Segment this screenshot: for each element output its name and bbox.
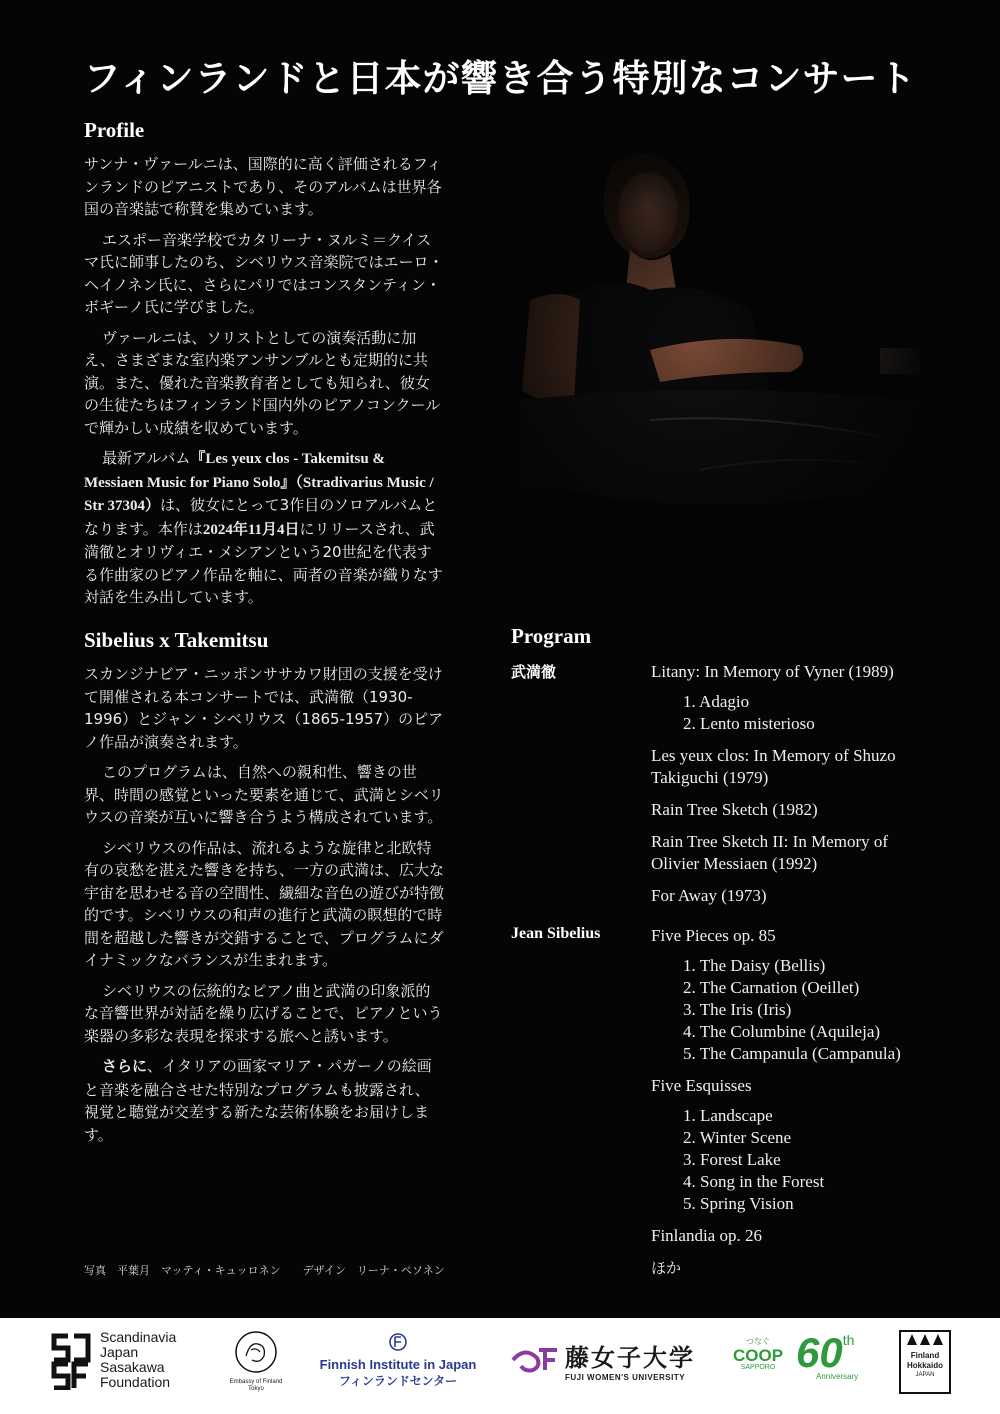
- work-item: Litany: In Memory of Vyner (1989): [651, 662, 894, 681]
- work-item: Rain Tree Sketch (1982): [651, 800, 818, 819]
- anniversary-number: 60: [796, 1329, 843, 1376]
- album-text: は、彼女にとって3作目のソロアルバムとなります。本作は: [84, 496, 438, 538]
- pianist-photo: [500, 150, 930, 570]
- embassy-logo: [226, 1330, 286, 1393]
- works-list: [651, 661, 931, 907]
- work-item: Five Pieces op. 85: [651, 926, 776, 945]
- sibtak-paragraph: シベリウスの作品は、流れるような旋律と北欧特有の哀愁を湛えた響きを持ち、一方の武満は、広大な宇宙を思わせる音の空間性、繊細な音色の遊びが特徴的です。シベリウスの和声の進行と武満の瞑想的で時間を超越した響きが交錯することで、プログラムにダイナミックなバランスが生まれます。: [84, 838, 445, 969]
- fh-line: Hokkaido: [906, 1361, 943, 1370]
- coop-tagline: つなぐ: [746, 1337, 770, 1346]
- fh-line: JAPAN: [915, 1372, 935, 1378]
- movement-item: 2. The Carnation (Oeillet): [683, 978, 860, 997]
- movement-item: 4. The Columbine (Aquileja): [683, 1022, 881, 1041]
- anniversary-logo: [796, 1329, 880, 1381]
- finnish-institute-logo: [307, 1332, 489, 1389]
- finnish-institute-mark-icon: [388, 1332, 408, 1352]
- fuji-name-en: FUJI WOMEN'S UNIVERSITY: [565, 1373, 686, 1382]
- movement-list: [683, 691, 931, 735]
- movement-item: 4. Song in the Forest: [683, 1172, 825, 1191]
- finnish-institute-jp: フィンランドセンター: [338, 1374, 458, 1388]
- sibtak-text: 、イタリアの画家マリア・パガーノの絵画と音楽を融合させた特別なプログラムも披露され、視覚と聴覚が交差する新たな芸術体験をお届けします。: [84, 1057, 432, 1144]
- movement-item: 1. Landscape: [683, 1106, 773, 1125]
- page-title: フィンランドと日本が響き合う特別なコンサート: [83, 57, 917, 100]
- work-item: For Away (1973): [651, 886, 767, 905]
- finnish-institute-en: Finnish Institute in Japan: [319, 1357, 477, 1372]
- sjsf-logo: [50, 1329, 177, 1395]
- fuji-mark-icon: [511, 1344, 559, 1374]
- work-item: Five Esquisses: [651, 1076, 752, 1095]
- fh-line: Finland: [910, 1351, 940, 1360]
- movement-item: 1. The Daisy (Bellis): [683, 956, 826, 975]
- movement-list: [683, 955, 931, 1065]
- photo-design-credits: 写真 平葉月 マッティ・キュッロネン デザイン リーナ・ペソネン: [84, 1264, 445, 1277]
- release-date: 2024年11月4日: [202, 521, 300, 538]
- coop-city: SAPPORO: [740, 1364, 776, 1371]
- coop-name: COOP: [732, 1346, 784, 1365]
- sibtak-paragraph: スカンジナビア・ニッポンササカワ財団の支援を受けて開催される本コンサートでは、武満徹（1930-1996）とジャン・シベリウス（1865-1957）のピアノ作品が演奏されます。: [84, 665, 444, 751]
- program-etc: ほか: [651, 1259, 682, 1277]
- works-list: [651, 925, 931, 1279]
- anniversary-word: Anniversary: [816, 1372, 859, 1381]
- sibtak-heading: Sibelius x Takemitsu: [84, 628, 269, 652]
- embassy-emblem-icon: [234, 1330, 278, 1374]
- sponsor-footer: [0, 1318, 1000, 1414]
- movement-item: 2. Lento misterioso: [683, 714, 815, 733]
- profile-paragraph: [84, 447, 444, 609]
- sjsf-line: Sasakawa: [100, 1359, 165, 1375]
- sjsf-mark-icon: [50, 1332, 92, 1390]
- movement-item: 5. The Campanula (Campanula): [683, 1044, 901, 1063]
- profile-paragraph: ヴァールニは、ソリストとしての演奏活動に加え、さまざまな室内楽アンサンブルとも定期的に共演。また、優れた音楽教育者としても知られ、彼女の生徒たちはフィンランド国内外のピアノコンクールで輝かしい成績を収めています。: [84, 328, 441, 437]
- sibtak-paragraph: このプログラムは、自然への親和性、響きの世界、時間の感覚といった要素を通じて、武満とシベリウスの音楽が互いに響き合うよう構成されています。: [84, 763, 444, 826]
- embassy-city: Tokyo: [248, 1386, 264, 1392]
- movement-item: 2. Winter Scene: [683, 1128, 792, 1147]
- sjsf-line: Japan: [100, 1344, 139, 1360]
- fuji-university-logo: [511, 1344, 695, 1382]
- finland-hokkaido-mark-icon: [905, 1332, 945, 1346]
- fuji-name-jp: 藤女子大学: [565, 1344, 695, 1372]
- composer-sibelius: Jean Sibelius: [511, 925, 601, 942]
- profile-paragraph: サンナ・ヴァールニは、国際的に高く評価されるフィンランドのピアニストであり、そのアルバムは世界各国の音楽誌で称賛を集めています。: [84, 155, 442, 218]
- coop-sapporo-logo: [728, 1336, 788, 1371]
- sjsf-line: Scandinavia: [100, 1329, 177, 1345]
- album-title: 『Les yeux clos - Takemitsu & Messiaen Music for Piano Solo』（Stradivarius Music / Str 37304）: [84, 451, 434, 514]
- movement-item: 3. Forest Lake: [683, 1150, 781, 1169]
- sibtak-emphasis: さらに: [102, 1059, 148, 1075]
- program-takemitsu: [511, 661, 931, 907]
- profile-heading: Profile: [84, 118, 145, 142]
- anniversary-suffix: th: [842, 1332, 855, 1348]
- program-section: [511, 624, 931, 1289]
- movement-item: 1. Adagio: [683, 692, 750, 711]
- work-item: Rain Tree Sketch II: In Memory of Olivier Messiaen (1992): [651, 832, 889, 873]
- movement-list: [683, 1105, 931, 1215]
- composer-takemitsu: 武満徹: [511, 663, 557, 681]
- work-item: Les yeux clos: In Memory of Shuzo Takiguchi (1979): [651, 746, 896, 787]
- movement-item: 3. The Iris (Iris): [683, 1000, 792, 1019]
- movement-item: 5. Spring Vision: [683, 1194, 794, 1213]
- sibelius-takemitsu-section: [84, 628, 444, 1154]
- program-heading: Program: [511, 624, 592, 648]
- embassy-name: Embassy of Finland: [229, 1379, 283, 1385]
- sibtak-paragraph: [84, 1055, 444, 1146]
- sjsf-line: Foundation: [100, 1374, 171, 1390]
- album-intro: 最新アルバム: [102, 449, 191, 467]
- program-sibelius: [511, 925, 931, 1279]
- sibtak-paragraph: シベリウスの伝統的なピアノ曲と武満の印象派的な音響世界が対話を繰り広げることで、ピアノという楽器の多彩な表現を探求する旅へと誘います。: [84, 981, 443, 1045]
- album-text-2: にリリースされ、武満徹とオリヴィエ・メシアンという20世紀を代表する作曲家のピアノ作品を軸に、両者の音楽が織りなす対話を生み出しています。: [84, 519, 443, 606]
- work-item: Finlandia op. 26: [651, 1226, 762, 1245]
- finland-hokkaido-logo: [899, 1330, 951, 1394]
- profile-paragraph: エスポー音楽学校でカタリーナ・ヌルミ＝クイスマ氏に師事したのち、シベリウス音楽院ではエーロ・ヘイノネン氏に、さらにパリではコンスタンティン・ボギーノ氏に学びました。: [84, 230, 444, 316]
- profile-section: [84, 118, 444, 617]
